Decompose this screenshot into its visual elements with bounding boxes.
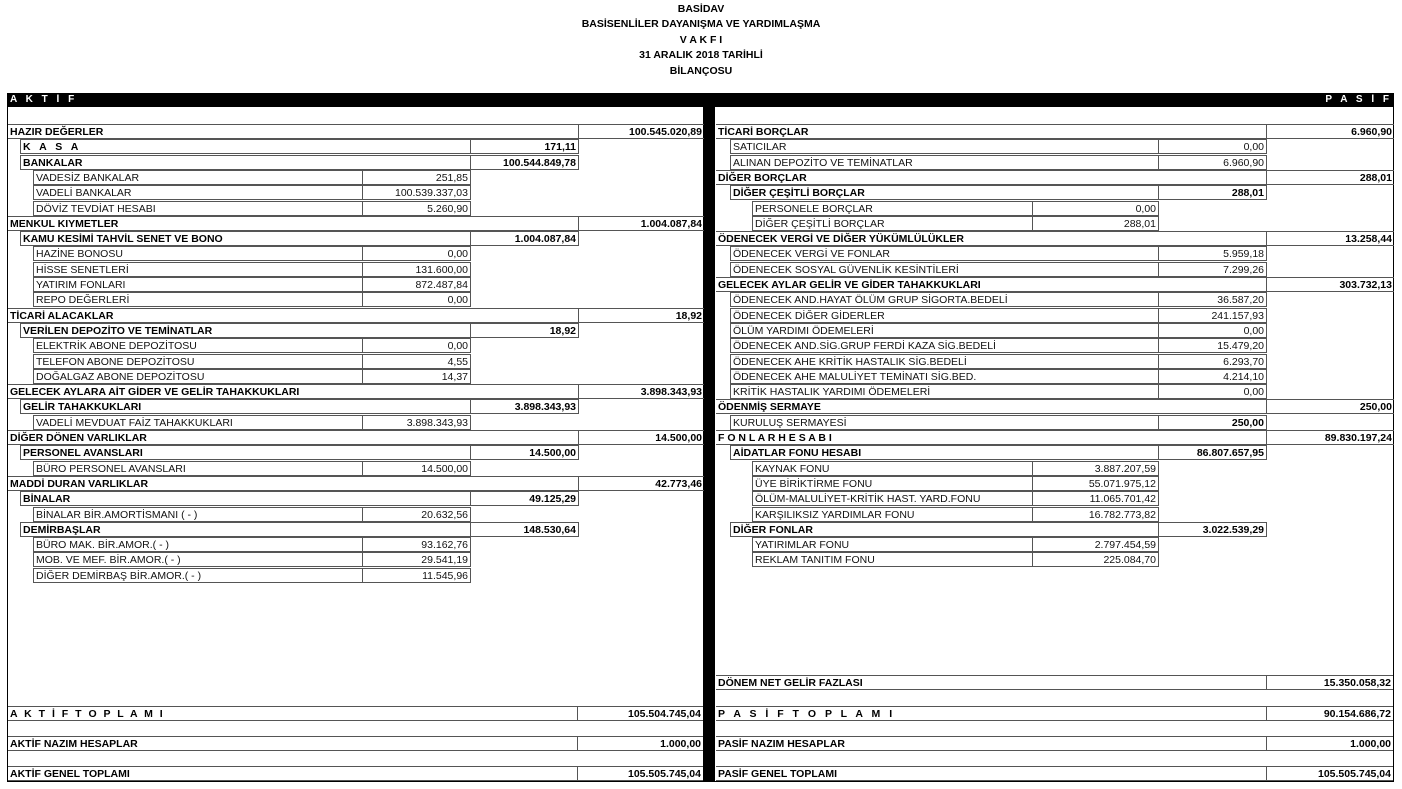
account-value: 18,92 [470, 323, 579, 338]
account-label: ÖDENECEK SOSYAL GÜVENLİK KESİNTİLERİ [730, 262, 1159, 277]
pasif-header: P A S İ F [715, 93, 1394, 107]
account-value: 4.214,10 [1158, 369, 1267, 384]
aktif-memo-value: 1.000,00 [577, 736, 703, 751]
account-label: AİDATLAR FONU HESABI [730, 445, 1159, 460]
aktif-total-label: A K T İ F T O P L A M I [8, 706, 578, 721]
account-value: 171,11 [470, 139, 579, 154]
account-value: 16.782.773,82 [1032, 507, 1159, 522]
account-label: ÖLÜM-MALULİYET-KRİTİK HAST. YARD.FONU [752, 491, 1033, 506]
account-label: GELECEK AYLAR GELİR VE GİDER TAHAKKUKLARI [716, 277, 1267, 292]
account-label: MADDİ DURAN VARLIKLAR [8, 476, 579, 491]
org-type: V A K F I [679, 34, 723, 46]
account-label: BİNALAR [20, 491, 471, 506]
account-value: 0,00 [1158, 323, 1267, 338]
account-value: 3.898.343,93 [578, 384, 704, 399]
account-label: HAZIR DEĞERLER [8, 124, 579, 139]
account-label: KURULUŞ SERMAYESİ [730, 415, 1159, 430]
account-label: DEMİRBAŞLAR [20, 522, 471, 537]
account-value: 3.898.343,93 [470, 399, 579, 414]
account-label: GELİR TAHAKKUKLARI [20, 399, 471, 414]
account-value: 100.539.337,03 [362, 185, 471, 200]
account-value: 89.830.197,24 [1266, 430, 1394, 445]
account-label: KAYNAK FONU [752, 461, 1033, 476]
account-label: DİĞER ÇEŞİTLİ BORÇLAR [752, 216, 1033, 231]
account-label: BİNALAR BİR.AMORTİSMANI ( - ) [33, 507, 363, 522]
report-title: BİLANÇOSU [669, 65, 733, 77]
account-label: YATIRIMLAR FONU [752, 537, 1033, 552]
account-value: 42.773,46 [578, 476, 704, 491]
account-label: ÖDENECEK AND.HAYAT ÖLÜM GRUP SİGORTA.BEDELİ [730, 292, 1159, 307]
account-value: 6.960,90 [1266, 124, 1394, 139]
account-value: 11.065.701,42 [1032, 491, 1159, 506]
account-value: 14.500,00 [362, 461, 471, 476]
account-label: TİCARİ ALACAKLAR [8, 308, 579, 323]
aktif-total-value: 105.504.745,04 [577, 706, 703, 721]
account-value: 288,01 [1158, 185, 1267, 200]
aktif-header: A K T İ F [7, 93, 704, 107]
pasif-total-label: P A S İ F T O P L A M I [716, 706, 1267, 721]
account-value: 288,01 [1266, 170, 1394, 185]
account-value: 1.004.087,84 [578, 216, 704, 231]
account-value: 14.500,00 [470, 445, 579, 460]
account-value: 55.071.975,12 [1032, 476, 1159, 491]
account-label: VADELİ MEVDUAT FAİZ TAHAKKUKLARI [33, 415, 363, 430]
account-label: ELEKTRİK ABONE DEPOZİTOSU [33, 338, 363, 353]
account-label: BANKALAR [20, 155, 471, 170]
account-label: DİĞER DEMİRBAŞ BİR.AMOR.( - ) [33, 568, 363, 583]
account-label: DİĞER BORÇLAR [716, 170, 1267, 185]
account-value: 1.004.087,84 [470, 231, 579, 246]
account-value: 2.797.454,59 [1032, 537, 1159, 552]
account-label: PERSONELE BORÇLAR [752, 201, 1033, 216]
account-value: 13.258,44 [1266, 231, 1394, 246]
account-value: 14,37 [362, 369, 471, 384]
pasif-grand-total-value: 105.505.745,04 [1266, 766, 1393, 781]
account-label: ALINAN DEPOZİTO VE TEMİNATLAR [730, 155, 1159, 170]
account-label: SATICILAR [730, 139, 1159, 154]
account-value: 225.084,70 [1032, 552, 1159, 567]
account-value: 303.732,13 [1266, 277, 1394, 292]
account-label: KARŞILIKSIZ YARDIMLAR FONU [752, 507, 1033, 522]
account-value: 49.125,29 [470, 491, 579, 506]
account-value: 872.487,84 [362, 277, 471, 292]
account-value: 0,00 [1158, 384, 1267, 399]
account-value: 86.807.657,95 [1158, 445, 1267, 460]
account-value: 3.887.207,59 [1032, 461, 1159, 476]
account-label: DİĞER FONLAR [730, 522, 1159, 537]
account-label: DÖVİZ TEVDİAT HESABI [33, 201, 363, 216]
account-label: ÖDENECEK AHE MALULİYET TEMİNATI SİG.BED. [730, 369, 1159, 384]
account-label: ÖDENECEK VERGİ VE DİĞER YÜKÜMLÜLÜKLER [716, 231, 1267, 246]
account-label: KRİTİK HASTALIK YARDIMI ÖDEMELERİ [730, 384, 1159, 399]
account-value: 7.299,26 [1158, 262, 1267, 277]
account-value: 6.960,90 [1158, 155, 1267, 170]
account-label: ÖDENECEK VERGİ VE FONLAR [730, 246, 1159, 261]
account-value: 93.162,76 [362, 537, 471, 552]
account-value: 20.632,56 [362, 507, 471, 522]
account-value: 100.545.020,89 [578, 124, 704, 139]
account-value: 148.530,64 [470, 522, 579, 537]
account-label: ÖLÜM YARDIMI ÖDEMELERİ [730, 323, 1159, 338]
net-income-value: 15.350.058,32 [1266, 675, 1393, 690]
account-value: 251,85 [362, 170, 471, 185]
aktif-memo-label: AKTİF NAZIM HESAPLAR [8, 736, 578, 751]
account-label: HAZİNE BONOSU [33, 246, 363, 261]
account-label: BÜRO PERSONEL AVANSLARI [33, 461, 363, 476]
pasif-memo-label: PASİF NAZIM HESAPLAR [716, 736, 1267, 751]
account-value: 241.157,93 [1158, 308, 1267, 323]
account-label: KAMU KESİMİ TAHVİL SENET VE BONO [20, 231, 471, 246]
account-label: REKLAM TANITIM FONU [752, 552, 1033, 567]
account-label: VADESİZ BANKALAR [33, 170, 363, 185]
account-value: 250,00 [1158, 415, 1267, 430]
account-value: 0,00 [362, 338, 471, 353]
account-value: 36.587,20 [1158, 292, 1267, 307]
org-full-name: BASİSENLİLER DAYANIŞMA VE YARDIMLAŞMA [581, 18, 821, 30]
pasif-grand-total-label: PASİF GENEL TOPLAMI [716, 766, 1267, 781]
account-label: TİCARİ BORÇLAR [716, 124, 1267, 139]
account-label: HİSSE SENETLERİ [33, 262, 363, 277]
account-label: BÜRO MAK. BİR.AMOR.( - ) [33, 537, 363, 552]
account-value: 0,00 [1158, 139, 1267, 154]
account-label: TELEFON ABONE DEPOZİTOSU [33, 354, 363, 369]
account-label: YATIRIM FONLARI [33, 277, 363, 292]
net-income-label: DÖNEM NET GELİR FAZLASI [716, 675, 1267, 690]
account-label: F O N L A R H E S A B I [716, 430, 1267, 445]
account-label: VERİLEN DEPOZİTO VE TEMİNATLAR [20, 323, 471, 338]
aktif-grand-total-label: AKTİF GENEL TOPLAMI [8, 766, 578, 781]
account-value: 100.544.849,78 [470, 155, 579, 170]
account-value: 0,00 [362, 292, 471, 307]
account-value: 29.541,19 [362, 552, 471, 567]
account-label: DİĞER ÇEŞİTLİ BORÇLAR [730, 185, 1159, 200]
account-label: PERSONEL AVANSLARI [20, 445, 471, 460]
account-value: 15.479,20 [1158, 338, 1267, 353]
org-short-name: BASİDAV [677, 3, 725, 15]
account-label: MOB. VE MEF. BİR.AMOR.( - ) [33, 552, 363, 567]
account-label: MENKUL KIYMETLER [8, 216, 579, 231]
account-value: 131.600,00 [362, 262, 471, 277]
account-value: 0,00 [362, 246, 471, 261]
account-value: 4,55 [362, 354, 471, 369]
account-value: 288,01 [1032, 216, 1159, 231]
account-label: ÖDENECEK AHE KRİTİK HASTALIK SİG.BEDELİ [730, 354, 1159, 369]
report-date: 31 ARALIK 2018 TARİHLİ [639, 49, 763, 61]
account-value: 11.545,96 [362, 568, 471, 583]
account-value: 14.500,00 [578, 430, 704, 445]
account-value: 18,92 [578, 308, 704, 323]
account-label: K A S A [20, 139, 471, 154]
account-value: 6.293,70 [1158, 354, 1267, 369]
account-label: REPO DEĞERLERİ [33, 292, 363, 307]
pasif-memo-value: 1.000,00 [1266, 736, 1393, 751]
account-label: ÖDENECEK AND.SİG.GRUP FERDİ KAZA SİG.BEDELİ [730, 338, 1159, 353]
account-label: ÖDENMİŞ SERMAYE [716, 399, 1267, 414]
account-label: DOĞALGAZ ABONE DEPOZİTOSU [33, 369, 363, 384]
pasif-total-value: 90.154.686,72 [1266, 706, 1393, 721]
account-label: VADELİ BANKALAR [33, 185, 363, 200]
account-label: ÜYE BİRİKTİRME FONU [752, 476, 1033, 491]
account-value: 5.260,90 [362, 201, 471, 216]
account-label: GELECEK AYLARA AİT GİDER VE GELİR TAHAKKUKLARI [8, 384, 579, 399]
account-value: 3.022.539,29 [1158, 522, 1267, 537]
account-value: 5.959,18 [1158, 246, 1267, 261]
account-label: ÖDENECEK DİĞER GİDERLER [730, 308, 1159, 323]
account-value: 3.898.343,93 [362, 415, 471, 430]
aktif-grand-total-value: 105.505.745,04 [577, 766, 703, 781]
account-value: 250,00 [1266, 399, 1394, 414]
account-value: 0,00 [1032, 201, 1159, 216]
account-label: DİĞER DÖNEN VARLIKLAR [8, 430, 579, 445]
